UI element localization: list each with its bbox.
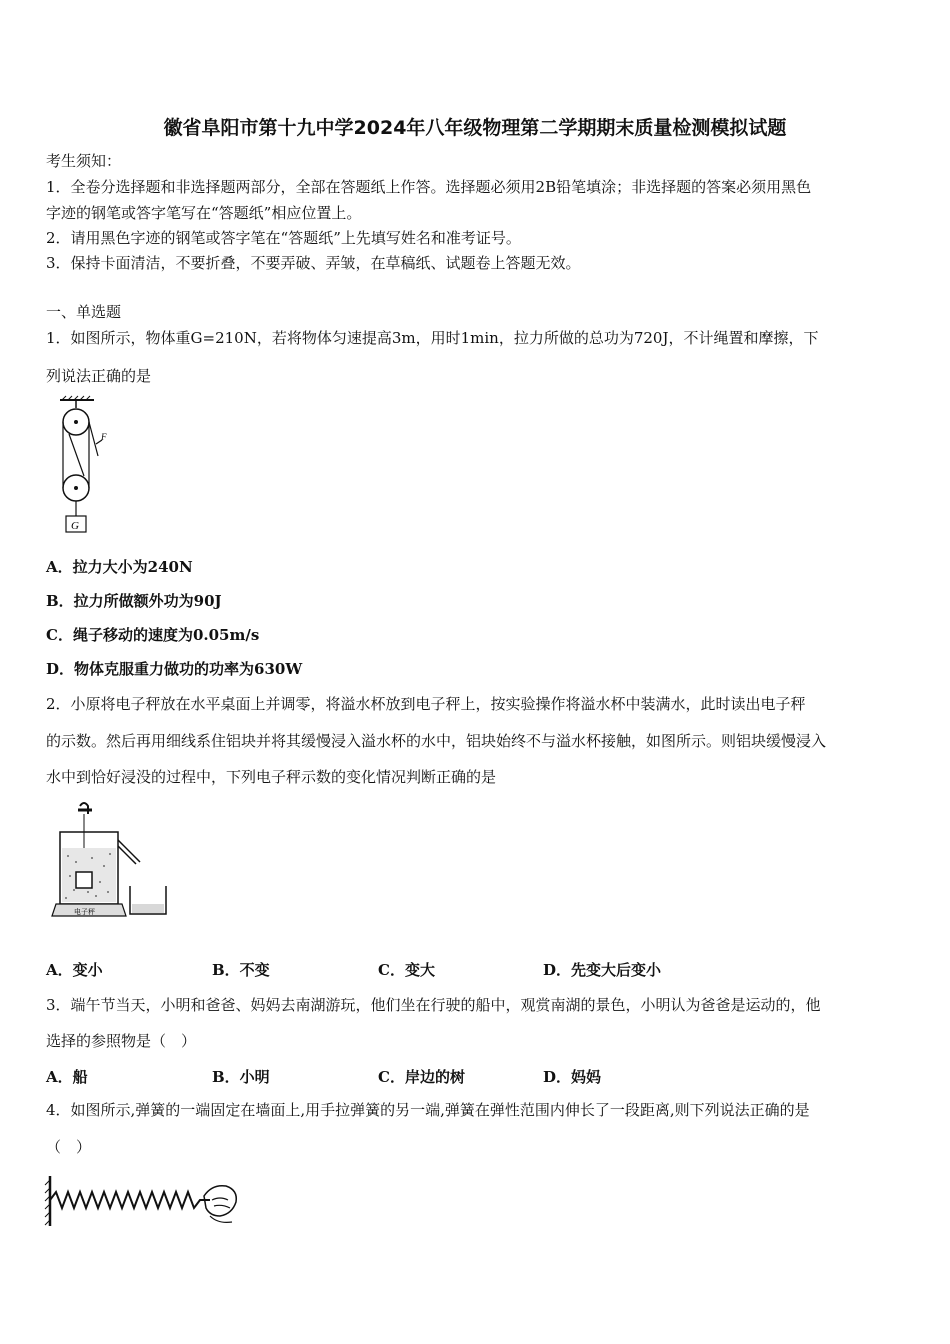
q4-stem: （ ） — [46, 1138, 92, 1156]
q1-stem: 列说法正确的是 — [46, 367, 152, 385]
page-title: 徽省阜阳市第十九中学2024年八年级物理第二学期期末质量检测模拟试题 — [163, 117, 787, 139]
q2-option-a[interactable]: A．变小 — [46, 961, 103, 979]
q1-stem: 1．如图所示，物体重G=210N，若将物体匀速提高3m，用时1min，拉力所做的总功为720J，不计绳置和摩擦，下 — [46, 329, 819, 347]
pulley-diagram — [54, 396, 124, 542]
q3-option-b[interactable]: B．小明 — [212, 1068, 270, 1086]
notice-line: 2．请用黑色字迹的钢笔或答字笔在“答题纸”上先填写姓名和准考证号。 — [46, 229, 521, 247]
q3-option-a[interactable]: A．船 — [46, 1068, 88, 1086]
weight-label: G — [71, 520, 79, 532]
q3-option-c[interactable]: C．岸边的树 — [378, 1068, 465, 1086]
q2-stem: 的示数。然后再用细线系住铝块并将其缓慢浸入溢水杯的水中，铝块始终不与溢水杯接触，如图所示。则铝块缓慢浸入 — [46, 732, 827, 750]
notice-line: 1．全卷分选择题和非选择题两部分，全部在答题纸上作答。选择题必须用2B铅笔填涂；非选择题的答案必须用黑色 — [46, 178, 812, 196]
q1-option-b[interactable]: B．拉力所做额外功为90J — [46, 592, 222, 610]
q2-option-c[interactable]: C．变大 — [378, 961, 435, 979]
q3-stem: 选择的参照物是（ ） — [46, 1032, 197, 1050]
q2-stem: 2．小原将电子秤放在水平桌面上并调零，将溢水杯放到电子秤上，按实验操作将溢水杯中装满水，此时读出电子秤 — [46, 695, 806, 713]
q1-option-c[interactable]: C．绳子移动的速度为0.05m/s — [46, 626, 260, 644]
overflow-cup-diagram — [48, 800, 180, 924]
q3-stem: 3．端午节当天，小明和爸爸、妈妈去南湖游玩，他们坐在行驶的船中，观赏南湖的景色，小明认为爸爸是运动的，他 — [46, 996, 821, 1014]
notice-line: 字迹的钢笔或答字笔写在“答题纸”相应位置上。 — [46, 204, 362, 222]
q1-option-d[interactable]: D．物体克服重力做功的功率为630W — [46, 660, 303, 678]
q2-option-b[interactable]: B．不变 — [212, 961, 270, 979]
q4-stem: 4．如图所示,弹簧的一端固定在墙面上,用手拉弹簧的另一端,弹簧在弹性范围内伸长了一段距离,则下列说法正确的是 — [46, 1101, 810, 1119]
scale-label: 电子秤 — [74, 908, 95, 916]
notice-line: 3．保持卡面清洁，不要折叠，不要弄破、弄皱，在草稿纸、试题卷上答题无效。 — [46, 254, 581, 272]
q3-option-d[interactable]: D．妈妈 — [543, 1068, 602, 1086]
q2-stem: 水中到恰好浸没的过程中，下列电子秤示数的变化情况判断正确的是 — [46, 768, 497, 786]
force-label: F — [101, 432, 107, 442]
q1-option-a[interactable]: A．拉力大小为240N — [46, 558, 193, 576]
spring-diagram — [44, 1170, 244, 1232]
q2-option-d[interactable]: D．先变大后变小 — [543, 961, 662, 979]
section-heading: 一、单选题 — [46, 303, 122, 321]
notice-heading: 考生须知： — [46, 152, 122, 170]
